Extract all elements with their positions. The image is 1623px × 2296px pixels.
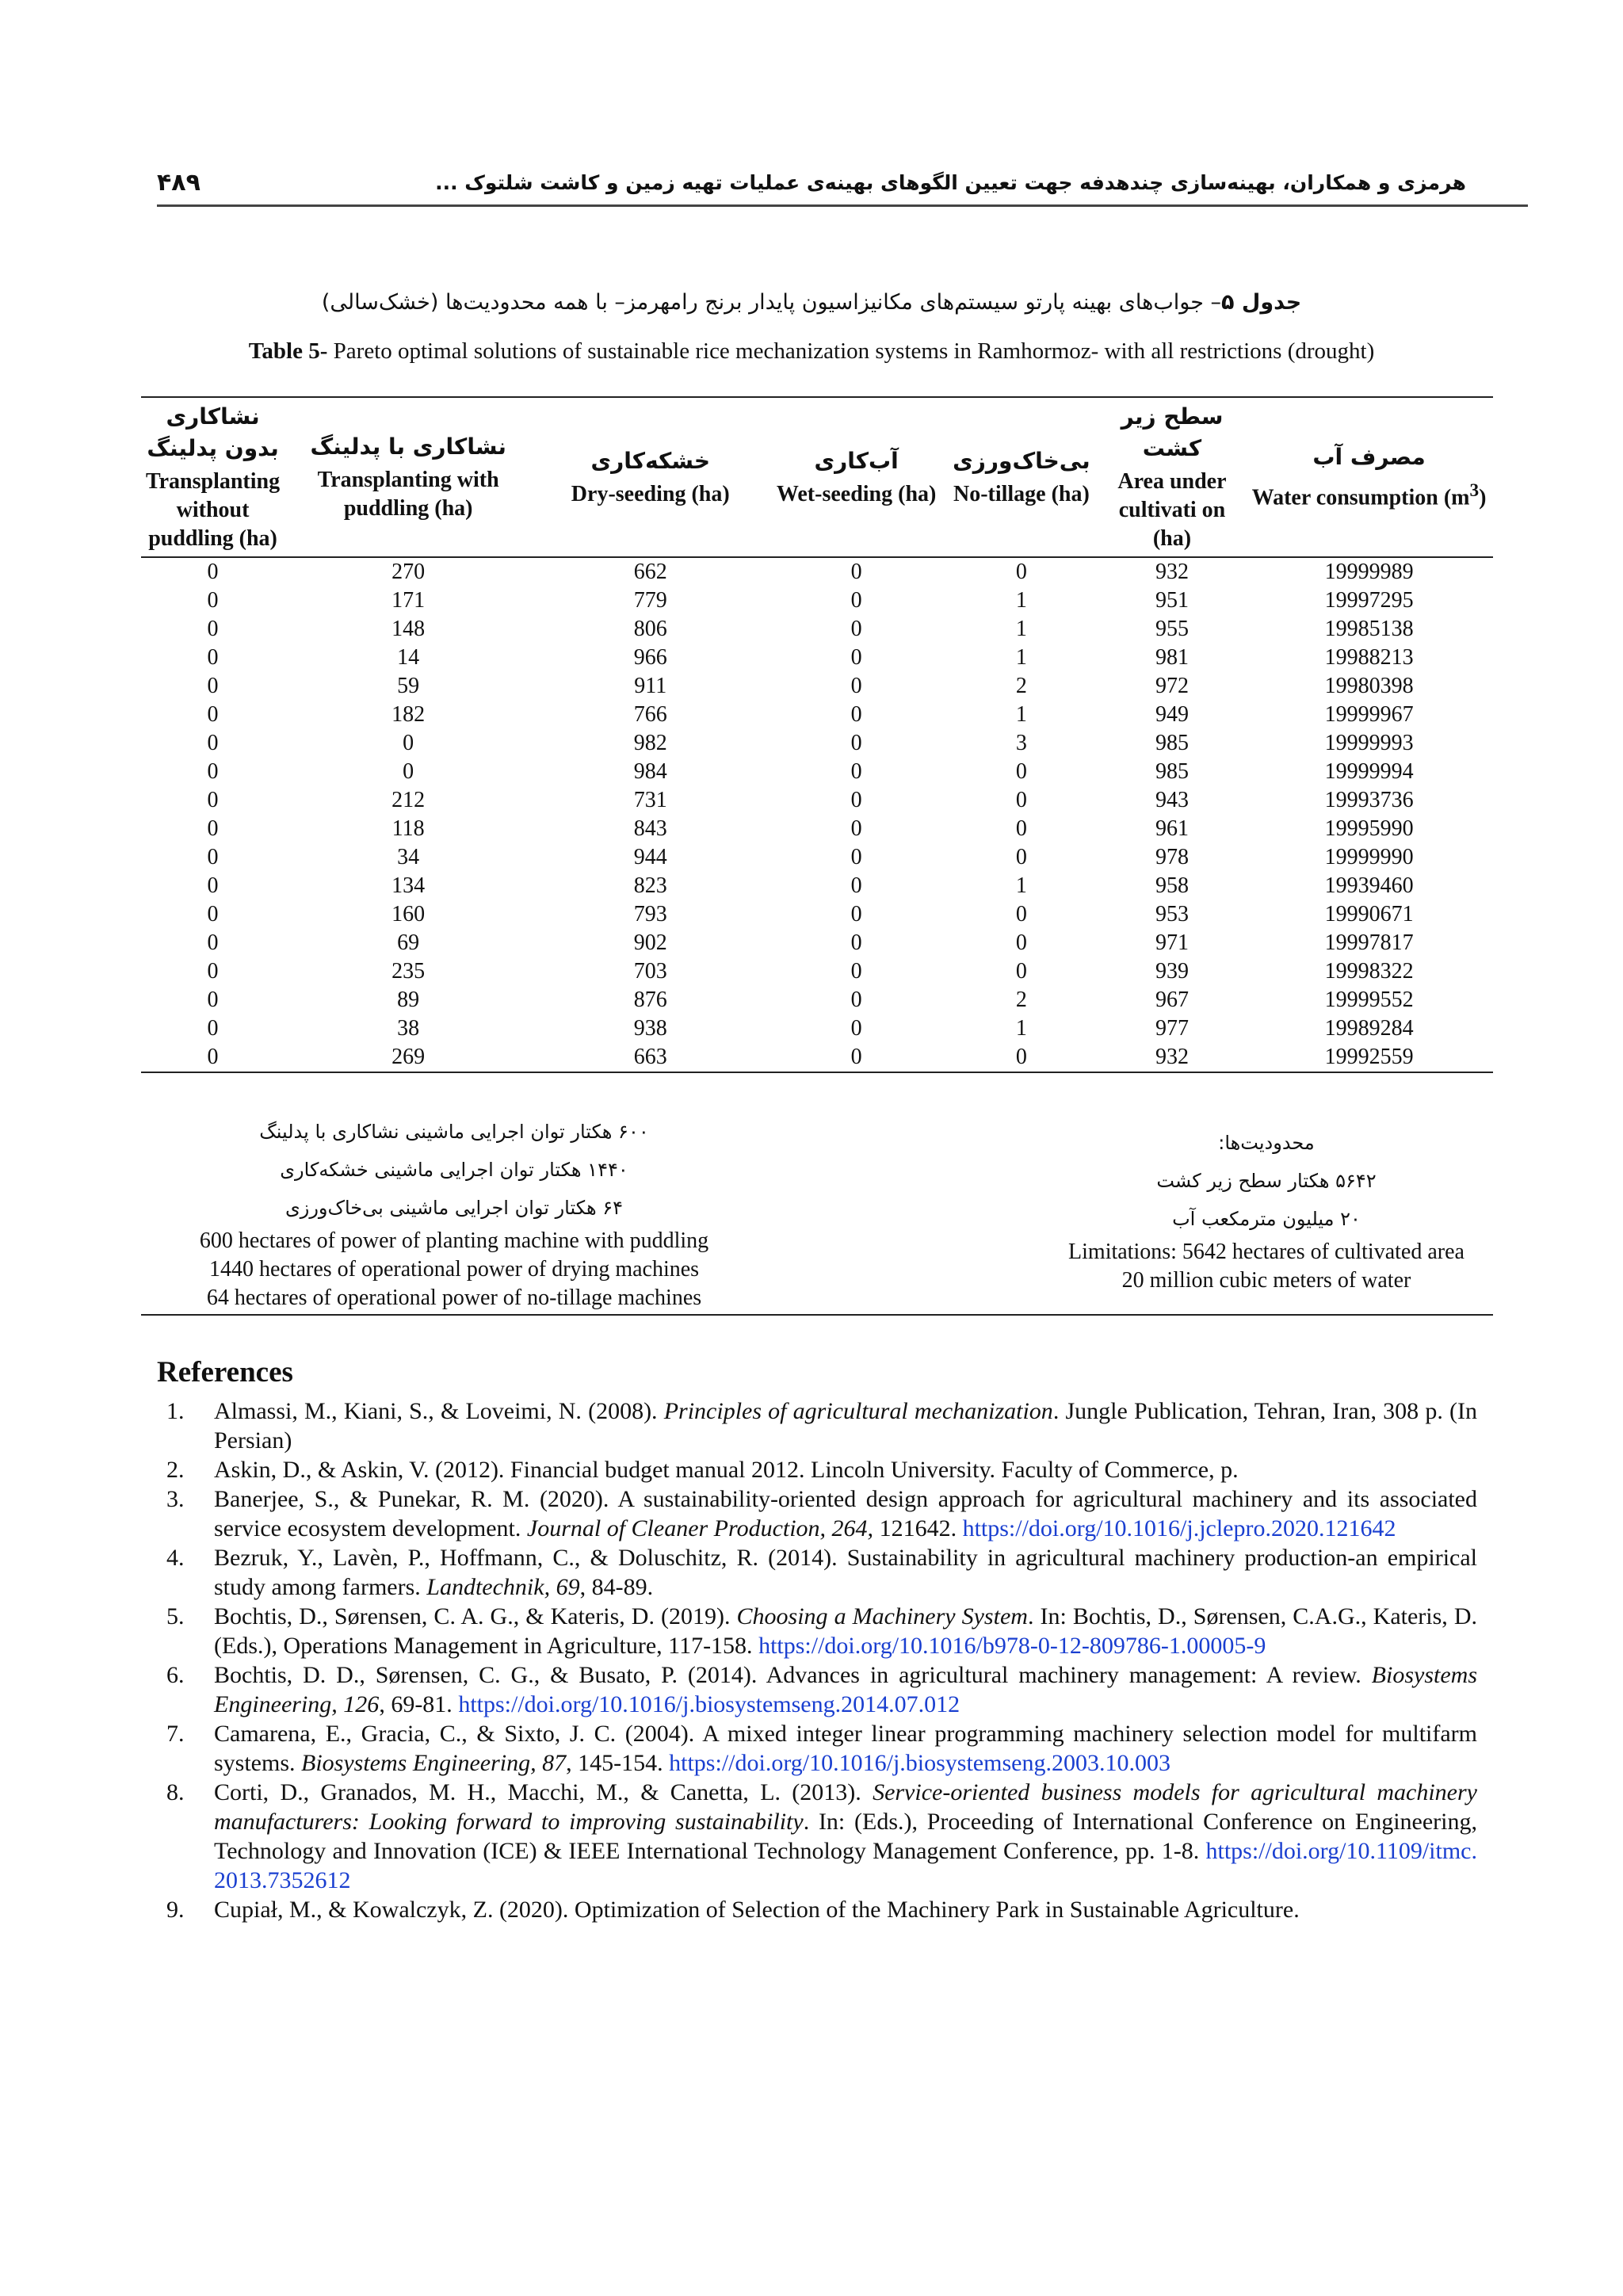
table-cell: 0 — [207, 1016, 219, 1041]
col-header-fa: خشکه‌کاری — [590, 448, 710, 474]
running-title: هرمزی و همکاران، بهینه‌سازی چندهدفه جهت تعیین الگوهای بهینه‌ی عملیات تهیه زمین و کاشت شلتوک ... — [435, 170, 1466, 194]
table-cell: 0 — [207, 617, 219, 641]
table-cell: 766 — [633, 702, 667, 727]
reference-number: 5. — [166, 1603, 185, 1629]
table-cell: 19990671 — [1324, 902, 1414, 926]
table-cell: 0 — [850, 816, 862, 841]
col-header-fa: آب‌کاری — [814, 448, 899, 474]
table-row — [141, 586, 1493, 615]
table-cell: 966 — [633, 645, 667, 670]
table-cell: 0 — [1015, 845, 1027, 869]
table-cell: 0 — [850, 560, 862, 584]
reference-text-end: . Jungle Publication, Tehran, Iran, 308 p. (In Persian) — [214, 1398, 1477, 1454]
col-header — [1245, 397, 1493, 557]
table-cell: 953 — [1155, 902, 1189, 926]
table-cell: 19985138 — [1324, 617, 1414, 641]
table-cell: 0 — [850, 588, 862, 613]
table-cell: 663 — [532, 1043, 769, 1072]
limit-en-line: Limitations: 5642 hectares of cultivated area — [1068, 1240, 1465, 1264]
table-cell: 955 — [1155, 617, 1189, 641]
reference-item — [157, 1602, 1477, 1660]
table-cell: 0 — [207, 873, 219, 898]
limit-fa-line: ۱۴۴۰ هکتار توان اجرایی ماشینی خشکه‌کاری — [280, 1159, 628, 1181]
reference-text: Banerjee, S., & Punekar, R. M. (2020). A sustainability-oriented design approach for agricultural machinery and its associated service ecosystem development. — [214, 1486, 1477, 1541]
reference-item — [157, 1396, 1477, 1455]
table-cell: 19999993 — [1324, 731, 1414, 755]
reference-doi-link[interactable]: https://doi.org/10.1016/j.biosystemseng.2014.07.012 — [458, 1691, 960, 1717]
table-cell: 160 — [391, 902, 426, 926]
col-header — [285, 397, 532, 557]
table-cell: 0 — [207, 959, 219, 984]
table-cell: 19997817 — [1324, 930, 1414, 955]
limit-en-line: 20 million cubic meters of water — [1121, 1268, 1411, 1293]
table-caption-en — [182, 337, 1441, 365]
table-cell: 932 — [1099, 1043, 1245, 1072]
resource-limits — [854, 1113, 1623, 1295]
table-cell: 0 — [1015, 930, 1027, 955]
table-row — [141, 986, 1493, 1014]
col-header — [769, 397, 944, 557]
reference-item — [157, 1660, 1477, 1719]
reference-item — [157, 1778, 1477, 1895]
table-cell: 19993736 — [1324, 788, 1414, 812]
table-row — [141, 957, 1493, 986]
table-cell: 0 — [1015, 816, 1027, 841]
table-cell: 1 — [1015, 645, 1027, 670]
table-cell: 1 — [1015, 702, 1027, 727]
reference-doi-link[interactable]: https://doi.org/10.1016/j.biosystemseng.2003.10.003 — [669, 1750, 1170, 1776]
limit-en-line: 1440 hectares of operational power of drying machines — [208, 1257, 700, 1282]
table-cell: 19989284 — [1324, 1016, 1414, 1041]
reference-italic: Choosing a Machinery System — [736, 1603, 1028, 1629]
table-cell: 985 — [1155, 759, 1189, 784]
table-cell: 984 — [633, 759, 667, 784]
table-row — [141, 872, 1493, 900]
table-cell: 2 — [1015, 674, 1027, 698]
table-cell: 269 — [285, 1043, 532, 1072]
col-header-en: Dry-seeding (ha) — [571, 482, 730, 506]
table-cell: 19999994 — [1324, 759, 1414, 784]
limit-fa-line: ۲۰ میلیون مترمکعب آب — [1172, 1208, 1361, 1230]
table-cell: 731 — [633, 788, 667, 812]
limitations-block — [141, 1106, 1493, 1316]
table-cell: 843 — [633, 816, 667, 841]
reference-text: Bochtis, D., Sørensen, C. A. G., & Kateris, D. (2019). — [214, 1603, 737, 1629]
table-cell: 0 — [850, 1016, 862, 1041]
table-cell: 0 — [207, 845, 219, 869]
col-header-en: Water consumption (m — [1251, 485, 1470, 510]
table-cell: 0 — [207, 702, 219, 727]
table-cell: 148 — [391, 617, 426, 641]
caption-fa-text: – جواب‌های بهینه پارتو سیستم‌های مکانیزاسیون پایدار برنج رامهرمز– با همه محدودیت‌ها (خشک‌سالی) — [321, 290, 1222, 315]
table-cell: 171 — [391, 588, 426, 613]
table-cell: 0 — [207, 560, 219, 584]
col-header-en: Area under cultivati on (ha) — [1117, 469, 1227, 551]
table-cell: 3 — [1015, 731, 1027, 755]
reference-number: 6. — [166, 1662, 185, 1688]
table-cell: 0 — [207, 930, 219, 955]
table-cell: 19997295 — [1324, 588, 1414, 613]
reference-text: Bochtis, D. D., Sørensen, C. G., & Busato, P. (2014). Advances in agricultural machinery management: A review. — [214, 1662, 1372, 1688]
table-cell: 0 — [207, 816, 219, 841]
col-header-fa: نشاکاری بدون پدلینگ — [147, 403, 279, 461]
table-row — [141, 786, 1493, 815]
reference-number: 9. — [166, 1897, 185, 1923]
table-cell: 134 — [391, 873, 426, 898]
table-cell: 19999552 — [1324, 988, 1414, 1012]
table-row — [141, 701, 1493, 729]
table-cell: 19980398 — [1324, 674, 1414, 698]
page-number: ۴۸۹ — [157, 168, 200, 197]
reference-text: Almassi, M., Kiani, S., & Loveimi, N. (2008). — [214, 1398, 664, 1424]
table-body — [141, 557, 1493, 1072]
table-row — [141, 758, 1493, 786]
table-cell: 19988213 — [1324, 645, 1414, 670]
table-cell: 982 — [633, 731, 667, 755]
table-row — [141, 929, 1493, 957]
limit-fa-line: ۶۴ هکتار توان اجرایی ماشینی بی‌خاک‌ورزی — [285, 1197, 624, 1219]
table-cell: 0 — [850, 959, 862, 984]
table-cell: 876 — [633, 988, 667, 1012]
table-cell: 0 — [850, 617, 862, 641]
table-cell: 981 — [1155, 645, 1189, 670]
table-cell: 985 — [1155, 731, 1189, 755]
table-cell: 911 — [634, 674, 667, 698]
table-cell: 0 — [207, 759, 219, 784]
table-cell: 972 — [1155, 674, 1189, 698]
table-cell: 19939460 — [1324, 873, 1414, 898]
table-cell: 0 — [207, 645, 219, 670]
table-cell: 0 — [403, 759, 414, 784]
table-cell: 0 — [850, 731, 862, 755]
table-cell: 0 — [850, 645, 862, 670]
table-cell: 1 — [1015, 588, 1027, 613]
table-cell: 69 — [397, 930, 420, 955]
table-cell: 0 — [1015, 788, 1027, 812]
reference-text-end: , 145-154. — [566, 1750, 670, 1776]
reference-doi-link[interactable]: https://doi.org/10.1016/j.jclepro.2020.121642 — [962, 1515, 1396, 1541]
reference-italic: Biosystems Engineering, 87 — [301, 1750, 567, 1776]
reference-text: Camarena, E., Gracia, C., & Sixto, J. C. (2004). A mixed integer linear programming machinery selection model for multifarm systems. — [214, 1721, 1477, 1776]
table-cell: 59 — [397, 674, 420, 698]
table-cell: 0 — [141, 1043, 285, 1072]
table-cell: 971 — [1155, 930, 1189, 955]
col-header-fa: مصرف آب — [1312, 444, 1426, 471]
table-cell: 943 — [1155, 788, 1189, 812]
col-header — [532, 397, 769, 557]
table-cell: 0 — [850, 788, 862, 812]
table-cell: 938 — [633, 1016, 667, 1041]
reference-text-end: . In: (Eds.), Proceeding of International Conference on Engineering, Technology and Innovation (ICE) & IEEE International Technology Management Conference, pp. 1-8. — [214, 1809, 1477, 1864]
reference-item — [157, 1895, 1477, 1924]
table-cell: 0 — [207, 902, 219, 926]
table-cell: 977 — [1155, 1016, 1189, 1041]
limit-fa-line: محدودیت‌ها: — [1218, 1132, 1315, 1154]
reference-number: 3. — [166, 1486, 185, 1512]
table-row — [141, 900, 1493, 929]
table-cell: 19992559 — [1245, 1043, 1493, 1072]
col-header-en: Transplanting with puddling (ha) — [317, 468, 499, 521]
col-header-en: No-tillage (ha) — [953, 482, 1090, 506]
table-cell: 0 — [1015, 902, 1027, 926]
table-cell: 34 — [397, 845, 420, 869]
table-cell: 662 — [633, 560, 667, 584]
reference-number: 4. — [166, 1545, 185, 1571]
col-header — [141, 397, 285, 557]
table-cell: 902 — [633, 930, 667, 955]
table-cell: 949 — [1155, 702, 1189, 727]
table-cell: 212 — [391, 788, 426, 812]
limit-en-line: 64 hectares of operational power of no-tillage machines — [206, 1286, 702, 1310]
table-cell: 235 — [391, 959, 426, 984]
reference-number: 1. — [166, 1398, 185, 1424]
reference-item — [157, 1719, 1477, 1778]
table-cell: 0 — [850, 759, 862, 784]
table-cell: 0 — [850, 873, 862, 898]
col-header-en: Transplanting without puddling (ha) — [146, 469, 281, 551]
reference-text-end: , 69-81. — [379, 1691, 459, 1717]
table-cell: 978 — [1155, 845, 1189, 869]
limit-fa-line: ۵۶۴۲ هکتار سطح زیر کشت — [1156, 1170, 1377, 1192]
caption-en-label: Table 5- — [248, 338, 328, 364]
table-cell: 0 — [944, 1043, 1099, 1072]
reference-italic: Journal of Cleaner Production, 264, — [526, 1515, 874, 1541]
table-cell: 38 — [397, 1016, 420, 1041]
table-row — [141, 1043, 1493, 1072]
col-header-sup: 3 — [1469, 480, 1480, 502]
table-cell: 967 — [1155, 988, 1189, 1012]
table-cell: 806 — [633, 617, 667, 641]
reference-doi-link[interactable]: https://doi.org/10.1016/b978-0-12-809786-1.00005-9 — [758, 1633, 1266, 1659]
table-cell: 793 — [633, 902, 667, 926]
caption-fa-label: جدول ۵ — [1221, 290, 1302, 315]
table-cell: 19999967 — [1324, 702, 1414, 727]
table-cell: 0 — [1015, 759, 1027, 784]
table-cell: 0 — [1015, 959, 1027, 984]
table-cell: 118 — [391, 816, 425, 841]
table-cell: 0 — [207, 674, 219, 698]
table-cell: 19999989 — [1324, 560, 1414, 584]
reference-text-end: 121642. — [873, 1515, 963, 1541]
pareto-table — [141, 396, 1493, 1073]
reference-item — [157, 1455, 1477, 1484]
machine-limits — [141, 1113, 767, 1312]
table-cell: 1 — [1015, 1016, 1027, 1041]
reference-italic: Principles of agricultural mechanization — [663, 1398, 1053, 1424]
col-header — [1099, 397, 1245, 557]
table-cell: 0 — [850, 930, 862, 955]
table-cell: 944 — [633, 845, 667, 869]
reference-text-end: , 84-89. — [579, 1574, 654, 1600]
reference-item — [157, 1543, 1477, 1602]
col-header-fa: نشاکاری با پدلینگ — [310, 434, 506, 460]
table-row — [141, 557, 1493, 586]
reference-number: 2. — [166, 1457, 185, 1483]
table-cell: 0 — [207, 788, 219, 812]
col-header-fa: بی‌خاک‌ورزی — [953, 448, 1090, 474]
col-header-en: Wet-seeding (ha) — [776, 482, 937, 506]
reference-italic: Service-oriented business models for agricultural machinery manufacturers: Looking forward to improving sustainability — [214, 1779, 1477, 1835]
reference-number: 8. — [166, 1779, 185, 1805]
reference-doi-link[interactable]: https://doi.org/10.1109/itmc.2013.7352612 — [214, 1838, 1477, 1893]
table-row — [141, 729, 1493, 758]
table-cell: 823 — [633, 873, 667, 898]
table-cell: 779 — [633, 588, 667, 613]
col-header-fa: سطح زیر کشت — [1121, 403, 1224, 461]
table-cell: 0 — [850, 674, 862, 698]
table-cell: 0 — [403, 731, 414, 755]
caption-en-text: Pareto optimal solutions of sustainable rice mechanization systems in Ramhormoz- with all restrictions (drought) — [327, 338, 1375, 364]
table-cell: 703 — [633, 959, 667, 984]
running-header — [157, 162, 1466, 202]
reference-item — [157, 1484, 1477, 1543]
table-cell: 14 — [397, 645, 420, 670]
reference-italic: Biosystems Engineering, 126 — [214, 1662, 1477, 1717]
references-list — [157, 1396, 1477, 1924]
table-cell: 1 — [1015, 617, 1027, 641]
table-cell: 270 — [391, 560, 426, 584]
reference-text-end: . In: Bochtis, D., Sørensen, C.A.G., Kateris, D. (Eds.), Operations Management in Agriculture, 117-158. — [214, 1603, 1477, 1659]
header-rule — [157, 204, 1528, 207]
table-row — [141, 672, 1493, 701]
reference-text: Cupiał, M., & Kowalczyk, Z. (2020). Optimization of Selection of the Machinery Park in Sustainable Agriculture. — [214, 1897, 1300, 1923]
table-row — [141, 843, 1493, 872]
table-cell: 939 — [1155, 959, 1189, 984]
reference-text: Askin, D., & Askin, V. (2012). Financial budget manual 2012. Lincoln University. Faculty of Commerce, p. — [214, 1457, 1239, 1483]
col-header-en-end: ) — [1479, 485, 1487, 510]
limit-en-line: 600 hectares of power of planting machine with puddling — [199, 1228, 709, 1253]
table-caption-fa — [143, 290, 1480, 315]
table-cell: 0 — [850, 988, 862, 1012]
references-heading: References — [157, 1356, 293, 1389]
table-cell: 0 — [207, 588, 219, 613]
table-cell: 19999990 — [1324, 845, 1414, 869]
table-header-row — [141, 397, 1493, 557]
limit-fa-line: ۶۰۰ هکتار توان اجرایی ماشینی نشاکاری با پدلینگ — [259, 1121, 649, 1143]
table-cell: 0 — [850, 845, 862, 869]
table-cell: 19998322 — [1324, 959, 1414, 984]
reference-number: 7. — [166, 1721, 185, 1747]
table-cell: 19995990 — [1324, 816, 1414, 841]
table-cell: 0 — [769, 1043, 944, 1072]
table-cell: 0 — [850, 702, 862, 727]
table-cell: 958 — [1155, 873, 1189, 898]
table-cell: 932 — [1155, 560, 1189, 584]
reference-italic: Landtechnik, 69 — [426, 1574, 580, 1600]
table-cell: 89 — [397, 988, 420, 1012]
reference-text: Corti, D., Granados, M. H., Macchi, M., & Canetta, L. (2013). — [214, 1779, 873, 1805]
table-cell: 0 — [1015, 560, 1027, 584]
table-cell: 182 — [391, 702, 426, 727]
reference-text: Bezruk, Y., Lavèn, P., Hoffmann, C., & Doluschitz, R. (2014). Sustainability in agricultural machinery production-an empirical study among farmers. — [214, 1545, 1477, 1600]
table-row — [141, 615, 1493, 644]
table-cell: 961 — [1155, 816, 1189, 841]
table-cell: 0 — [207, 731, 219, 755]
table-row — [141, 815, 1493, 843]
table-row — [141, 644, 1493, 672]
table-cell: 0 — [207, 988, 219, 1012]
col-header — [944, 397, 1099, 557]
table-cell: 2 — [1015, 988, 1027, 1012]
table-row — [141, 1014, 1493, 1043]
table-cell: 1 — [1015, 873, 1027, 898]
table-cell: 951 — [1155, 588, 1189, 613]
table-cell: 0 — [850, 902, 862, 926]
